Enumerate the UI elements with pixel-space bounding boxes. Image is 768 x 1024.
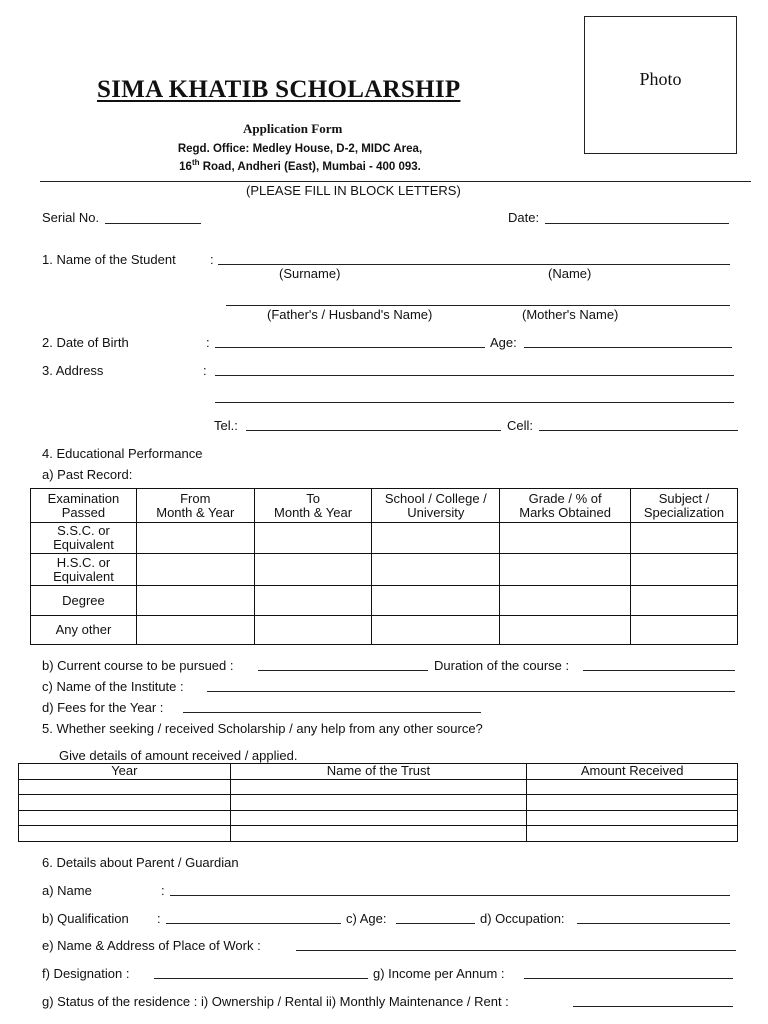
table-row: [19, 779, 738, 795]
cell-field[interactable]: [539, 430, 738, 431]
student-name-label: 1. Name of the Student: [42, 252, 176, 267]
education-section-label: 4. Educational Performance: [42, 446, 203, 461]
header-year: Year: [19, 764, 231, 780]
past-record-label: a) Past Record:: [42, 467, 133, 482]
current-course-field[interactable]: [258, 670, 428, 671]
header-amount: Amount Received: [527, 764, 738, 780]
header-subject: Subject / Specialization: [631, 489, 738, 523]
table-cell[interactable]: [254, 554, 372, 586]
header-trust: Name of the Trust: [230, 764, 527, 780]
header-divider: [40, 181, 751, 182]
address-colon: :: [203, 363, 207, 378]
dob-colon: :: [206, 335, 210, 350]
table-cell[interactable]: [527, 779, 738, 795]
scholarship-details-instruction: Give details of amount received / applied.: [59, 748, 298, 763]
tel-field[interactable]: [246, 430, 501, 431]
table-cell[interactable]: [19, 795, 231, 811]
date-field[interactable]: [545, 223, 729, 224]
table-cell[interactable]: [500, 523, 631, 554]
fees-label: d) Fees for the Year :: [42, 700, 164, 715]
row-label-hsc: H.S.C. or Equivalent: [31, 554, 137, 586]
table-cell[interactable]: [254, 586, 372, 616]
qualification-field[interactable]: [166, 923, 341, 924]
address-field-line-2[interactable]: [215, 402, 734, 403]
table-cell[interactable]: [527, 810, 738, 826]
current-course-label: b) Current course to be pursued :: [42, 658, 234, 673]
address-field-line-1[interactable]: [215, 375, 734, 376]
occupation-label: d) Occupation:: [480, 911, 565, 926]
scholarship-table: [18, 763, 738, 842]
table-row: [31, 616, 738, 645]
table-cell[interactable]: [372, 616, 500, 645]
tel-label: Tel.:: [214, 418, 238, 433]
table-cell[interactable]: [136, 523, 254, 554]
table-row: [31, 554, 738, 586]
form-title: SIMA KHATIB SCHOLARSHIP: [97, 76, 461, 103]
table-cell[interactable]: [372, 523, 500, 554]
age-label: Age:: [490, 335, 517, 350]
table-cell[interactable]: [230, 810, 527, 826]
parent-name-colon: :: [161, 883, 165, 898]
row-label-ssc: S.S.C. or Equivalent: [31, 523, 137, 554]
table-cell[interactable]: [136, 554, 254, 586]
date-label: Date:: [508, 210, 540, 225]
office-address-road-suffix: th: [191, 158, 200, 167]
photo-label: Photo: [639, 69, 682, 89]
instruction-text: (PLEASE FILL IN BLOCK LETTERS): [246, 183, 461, 198]
table-cell[interactable]: [631, 586, 738, 616]
parent-name-label: a) Name: [42, 883, 92, 898]
office-address-line-1: Regd. Office: Medley House, D-2, MIDC Area,: [177, 143, 423, 155]
parent-section-label: 6. Details about Parent / Guardian: [42, 855, 239, 870]
institute-field[interactable]: [207, 691, 735, 692]
table-row: [31, 586, 738, 616]
header-examination: Examination Passed: [31, 489, 137, 523]
office-address: [150, 143, 450, 174]
table-cell[interactable]: [19, 826, 231, 842]
parent-age-field[interactable]: [396, 923, 475, 924]
office-address-line-2: [150, 156, 450, 174]
work-address-field[interactable]: [296, 950, 736, 951]
table-cell[interactable]: [631, 523, 738, 554]
table-cell[interactable]: [372, 554, 500, 586]
qualification-label: b) Qualification: [42, 911, 129, 926]
table-cell[interactable]: [631, 616, 738, 645]
serial-no-field[interactable]: [105, 223, 201, 224]
parent-names-field[interactable]: [226, 305, 730, 306]
institute-label: c) Name of the Institute :: [42, 679, 184, 694]
student-name-colon: :: [210, 252, 214, 267]
header-from: From Month & Year: [136, 489, 254, 523]
past-record-table: [30, 488, 738, 645]
father-name-caption: (Father's / Husband's Name): [267, 307, 433, 322]
serial-no-label: Serial No.: [42, 210, 100, 225]
age-field[interactable]: [524, 347, 732, 348]
table-row: [19, 810, 738, 826]
scholarship-header-row: [19, 764, 738, 780]
duration-field[interactable]: [583, 670, 735, 671]
table-row: [19, 826, 738, 842]
table-cell[interactable]: [372, 586, 500, 616]
fees-field[interactable]: [183, 712, 481, 713]
designation-label: f) Designation :: [42, 966, 130, 981]
table-cell[interactable]: [254, 616, 372, 645]
table-row: [31, 523, 738, 554]
header-to: To Month & Year: [254, 489, 372, 523]
student-name-field[interactable]: [218, 264, 730, 265]
income-label: g) Income per Annum :: [373, 966, 505, 981]
table-cell[interactable]: [254, 523, 372, 554]
occupation-field[interactable]: [577, 923, 730, 924]
qualification-colon: :: [157, 911, 161, 926]
name-caption: (Name): [548, 266, 592, 281]
table-cell[interactable]: [230, 795, 527, 811]
income-field[interactable]: [524, 978, 733, 979]
work-address-label: e) Name & Address of Place of Work :: [42, 938, 261, 953]
row-label-degree: Degree: [31, 586, 137, 616]
table-cell[interactable]: [527, 795, 738, 811]
address-label: 3. Address: [42, 363, 104, 378]
past-record-header-row: [31, 489, 738, 523]
office-address-road-number: 16: [179, 160, 192, 173]
table-cell[interactable]: [136, 616, 254, 645]
row-label-any-other: Any other: [31, 616, 137, 645]
table-cell[interactable]: [230, 826, 527, 842]
residence-field[interactable]: [573, 1006, 733, 1007]
table-cell[interactable]: [527, 826, 738, 842]
dob-field[interactable]: [215, 347, 485, 348]
photo-box[interactable]: [584, 16, 737, 154]
designation-field[interactable]: [154, 978, 368, 979]
surname-caption: (Surname): [279, 266, 341, 281]
duration-label: Duration of the course :: [434, 658, 570, 673]
table-cell[interactable]: [500, 554, 631, 586]
table-cell[interactable]: [631, 554, 738, 586]
office-address-rest: Road, Andheri (East), Mumbai - 400 093.: [199, 160, 421, 173]
scholarship-question: 5. Whether seeking / received Scholarship / any help from any other source?: [42, 721, 483, 736]
parent-name-field[interactable]: [170, 895, 730, 896]
form-subtitle: Application Form: [243, 121, 343, 136]
dob-label: 2. Date of Birth: [42, 335, 129, 350]
table-cell[interactable]: [136, 586, 254, 616]
table-cell[interactable]: [500, 586, 631, 616]
table-cell[interactable]: [19, 810, 231, 826]
residence-label: g) Status of the residence : i) Ownership / Rental ii) Monthly Maintenance / Rent :: [42, 994, 509, 1009]
header-school: School / College / University: [372, 489, 500, 523]
header-grade: Grade / % of Marks Obtained: [500, 489, 631, 523]
table-cell[interactable]: [500, 616, 631, 645]
cell-label: Cell:: [507, 418, 534, 433]
table-cell[interactable]: [19, 779, 231, 795]
table-row: [19, 795, 738, 811]
table-cell[interactable]: [230, 779, 527, 795]
parent-age-label: c) Age:: [346, 911, 387, 926]
mother-name-caption: (Mother's Name): [522, 307, 619, 322]
